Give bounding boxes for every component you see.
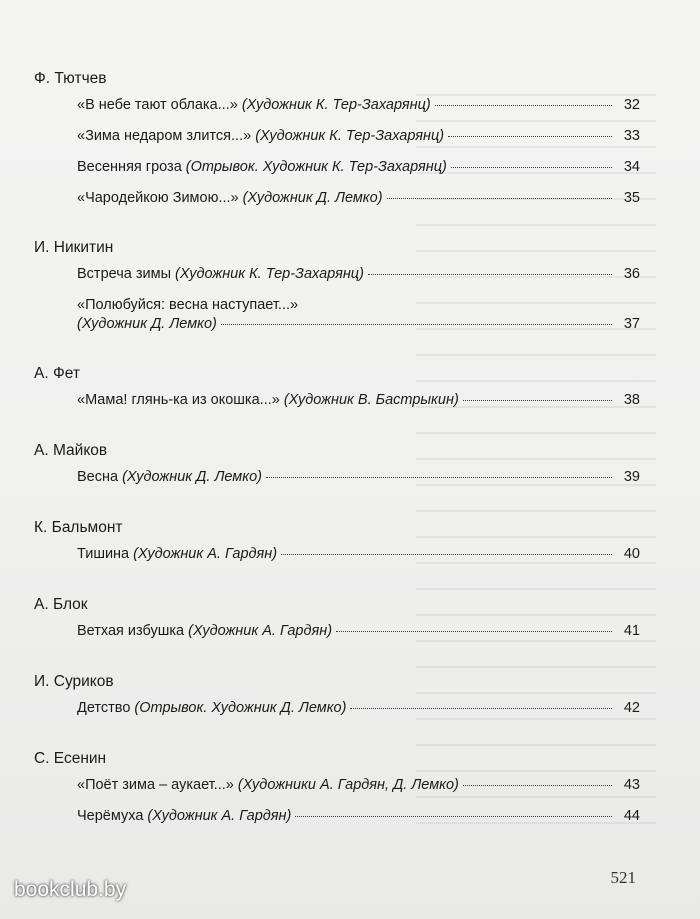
illustrator-note: (Художник К. Тер-Захарянц) — [175, 266, 364, 282]
page-ref: 43 — [623, 777, 640, 793]
toc-entry — [77, 545, 640, 564]
toc-section — [34, 365, 640, 410]
leader-dots — [448, 136, 612, 137]
toc-entry — [77, 158, 640, 177]
page-ref: 35 — [623, 190, 640, 206]
author-name: Ф. Тютчев — [34, 70, 107, 87]
leader-dots — [350, 708, 612, 709]
illustrator-note: (Художник А. Гардян) — [133, 546, 278, 562]
toc-section — [34, 70, 640, 208]
page-ref: 44 — [623, 808, 640, 824]
poem-title: Весенняя гроза — [77, 159, 182, 175]
author-name: И. Никитин — [34, 239, 114, 256]
toc-entry — [77, 127, 640, 146]
poem-title: «В небе тают облака...» — [77, 97, 238, 113]
toc-entry — [77, 265, 640, 284]
illustrator-note: (Художник Д. Лемко) — [122, 469, 262, 485]
toc-section — [34, 239, 640, 334]
leader-dots — [368, 274, 612, 275]
illustrator-note: (Художник А. Гардян) — [147, 808, 292, 824]
toc-section — [34, 750, 640, 826]
page-ref: 42 — [623, 700, 640, 716]
page-ref: 41 — [623, 623, 640, 639]
leader-dots — [295, 816, 612, 817]
author-name: К. Бальмонт — [34, 519, 123, 536]
poem-title: Весна — [77, 469, 119, 485]
author-name: И. Суриков — [34, 673, 114, 690]
leader-dots — [463, 785, 612, 786]
leader-dots — [336, 631, 612, 632]
leader-dots — [451, 167, 612, 168]
toc-section — [34, 442, 640, 487]
page-ref: 33 — [623, 128, 640, 144]
illustrator-note: (Отрывок. Художник К. Тер-Захарянц) — [185, 159, 447, 175]
poem-title: «Поёт зима – аукает...» — [77, 777, 234, 793]
toc-entry — [77, 189, 640, 208]
page-ref: 36 — [623, 266, 640, 282]
poem-title: Детство — [77, 700, 131, 716]
illustrator-note: (Отрывок. Художник Д. Лемко) — [134, 700, 347, 716]
page-ref: 38 — [623, 392, 640, 408]
toc-section — [34, 673, 640, 718]
toc-section — [34, 596, 640, 641]
leader-dots — [387, 198, 612, 199]
leader-dots — [266, 477, 612, 478]
toc-entry — [77, 776, 640, 795]
page-number: 521 — [610, 868, 636, 887]
page-ref: 34 — [623, 159, 640, 175]
poem-title: Ветхая избушка — [77, 623, 185, 639]
author-name: А. Фет — [34, 365, 80, 382]
illustrator-note: (Художник Д. Лемко) — [77, 316, 217, 332]
toc-entry — [77, 622, 640, 641]
illustrator-note: (Художник А. Гардян) — [188, 623, 333, 639]
watermark: bookclub.by — [14, 878, 127, 901]
page-ref: 39 — [623, 469, 640, 485]
poem-title: Встреча зимы — [77, 266, 171, 282]
leader-dots — [463, 400, 612, 401]
leader-dots — [435, 105, 612, 106]
toc-entry-multiline — [77, 296, 640, 334]
toc-entry — [77, 468, 640, 487]
poem-title: «Зима недаром злится...» — [77, 128, 252, 144]
illustrator-note: (Художник К. Тер-Захарянц) — [255, 128, 445, 144]
illustrator-note: (Художник К. Тер-Захарянц) — [241, 97, 431, 113]
toc-entry — [77, 699, 640, 718]
poem-title: «Полюбуйся: весна наступает...» — [77, 297, 299, 313]
poem-title: Черёмуха — [77, 808, 144, 824]
leader-dots — [221, 324, 612, 325]
author-name: А. Блок — [34, 596, 88, 613]
page-ref: 37 — [623, 316, 640, 332]
leader-dots — [281, 554, 612, 555]
page-ref: 40 — [623, 546, 640, 562]
page-ref: 32 — [623, 97, 640, 113]
toc-section — [34, 519, 640, 564]
toc-entry — [77, 807, 640, 826]
toc-entry — [77, 391, 640, 410]
table-of-contents — [34, 70, 640, 826]
illustrator-note: (Художник В. Бастрыкин) — [283, 392, 459, 408]
poem-title: «Мама! глянь-ка из окошка...» — [77, 392, 280, 408]
author-name: А. Майков — [34, 442, 108, 459]
poem-title: «Чародейкою Зимою...» — [77, 190, 239, 206]
poem-title: Тишина — [77, 546, 130, 562]
illustrator-note: (Художники А. Гардян, Д. Лемко) — [237, 777, 459, 793]
toc-entry — [77, 96, 640, 115]
illustrator-note: (Художник Д. Лемко) — [242, 190, 383, 206]
author-name: С. Есенин — [34, 750, 107, 767]
